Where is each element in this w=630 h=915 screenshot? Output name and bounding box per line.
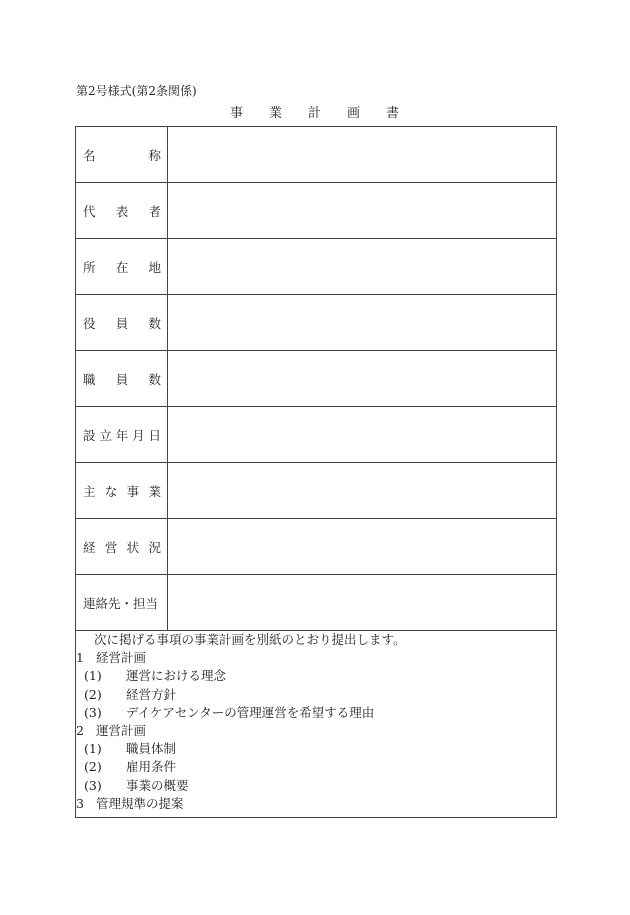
section-title: 管理規準の提案	[96, 795, 184, 811]
notes-list	[76, 649, 556, 813]
field-label-char: 表	[115, 203, 129, 219]
field-label-cell	[76, 463, 168, 519]
field-label-char: 役	[83, 315, 96, 331]
field-label-char: 設	[83, 427, 96, 443]
item-number: (3)	[84, 704, 102, 720]
field-label-char: 職	[83, 371, 96, 387]
field-label-char: 地	[148, 259, 161, 275]
section-number: 3	[76, 795, 84, 811]
field-value-cell[interactable]	[168, 183, 557, 239]
section-title: 経営計画	[96, 650, 147, 666]
field-label-cell	[76, 183, 168, 239]
section-number: 2	[76, 723, 84, 739]
notes-item	[76, 686, 556, 704]
form-row	[76, 239, 557, 295]
business-plan-form	[75, 126, 557, 818]
field-label-char: 況	[148, 539, 161, 555]
item-text: 雇用条件	[126, 759, 177, 775]
form-row	[76, 183, 557, 239]
field-label	[76, 463, 167, 518]
notes-item	[76, 740, 556, 758]
field-label	[76, 295, 167, 350]
field-label-char: 者	[148, 203, 161, 219]
field-label-cell	[76, 127, 168, 183]
notes-section	[76, 722, 556, 740]
item-text: 経営方針	[126, 686, 177, 702]
field-label-char: 状	[126, 539, 140, 555]
field-label-cell	[76, 519, 168, 575]
field-value-cell[interactable]	[168, 519, 557, 575]
item-text: 職員体制	[126, 741, 177, 757]
field-label-cell	[76, 575, 168, 631]
field-value-cell[interactable]	[168, 575, 557, 631]
field-label-char: 主	[83, 483, 96, 499]
form-row	[76, 407, 557, 463]
form-row	[76, 463, 557, 519]
form-row	[76, 127, 557, 183]
field-label-char: 数	[148, 371, 161, 387]
item-number: (2)	[84, 759, 102, 775]
field-label-cell	[76, 351, 168, 407]
field-label	[76, 519, 167, 574]
notes-item	[76, 758, 556, 776]
item-number: (1)	[84, 741, 102, 757]
form-row	[76, 351, 557, 407]
notes-row	[76, 631, 557, 818]
form-number: 第2号様式(第2条関係)	[76, 84, 197, 98]
field-label	[76, 127, 167, 182]
field-value-cell[interactable]	[168, 463, 557, 519]
item-number: (1)	[84, 668, 102, 684]
field-label-cell	[76, 407, 168, 463]
field-label-char: 日	[148, 427, 161, 443]
form-row	[76, 519, 557, 575]
field-value-cell[interactable]	[168, 407, 557, 463]
field-label-cell	[76, 239, 168, 295]
notes-item	[76, 704, 556, 722]
notes-item	[76, 777, 556, 795]
field-value-cell[interactable]	[168, 351, 557, 407]
field-label-char: 立	[99, 427, 112, 443]
form-row	[76, 575, 557, 631]
section-number: 1	[76, 650, 84, 666]
notes-cell	[76, 631, 557, 818]
field-label-char: 代	[83, 203, 96, 219]
notes-section	[76, 649, 556, 667]
item-number: (3)	[84, 777, 102, 793]
item-text: 事業の概要	[126, 777, 189, 793]
notes-section	[76, 795, 556, 813]
field-label-char: 月	[132, 427, 145, 443]
field-label	[76, 575, 167, 630]
field-value-cell[interactable]	[168, 239, 557, 295]
field-label-char: 事	[126, 483, 140, 499]
field-label	[76, 407, 167, 462]
section-title: 運営計画	[96, 723, 147, 739]
field-label-char: 連絡先・担当	[83, 595, 159, 611]
field-label-cell	[76, 295, 168, 351]
field-label-char: 員	[115, 371, 129, 387]
field-label-char: 経	[83, 539, 96, 555]
field-label-char: な	[104, 483, 118, 499]
item-text: デイケアセンターの管理運営を希望する理由	[126, 704, 375, 720]
field-label	[76, 239, 167, 294]
field-label	[76, 351, 167, 406]
form-row	[76, 295, 557, 351]
field-label-char: 営	[104, 539, 118, 555]
field-label	[76, 183, 167, 238]
field-label-char: 在	[115, 259, 129, 275]
item-text: 運営における理念	[126, 668, 227, 684]
field-label-char: 員	[115, 315, 129, 331]
field-value-cell[interactable]	[168, 127, 557, 183]
field-label-char: 業	[148, 483, 161, 499]
item-number: (2)	[84, 686, 102, 702]
notes-item	[76, 667, 556, 685]
field-label-char: 所	[83, 259, 96, 275]
field-label-char: 数	[148, 315, 161, 331]
field-label-char: 称	[148, 147, 161, 163]
field-value-cell[interactable]	[168, 295, 557, 351]
document-title: 事 業 計 画 書	[230, 106, 400, 121]
field-label-char: 名	[83, 147, 96, 163]
notes-intro: 次に掲げる事項の事業計画を別紙のとおり提出します。	[94, 632, 406, 647]
field-label-char: 年	[115, 427, 129, 443]
